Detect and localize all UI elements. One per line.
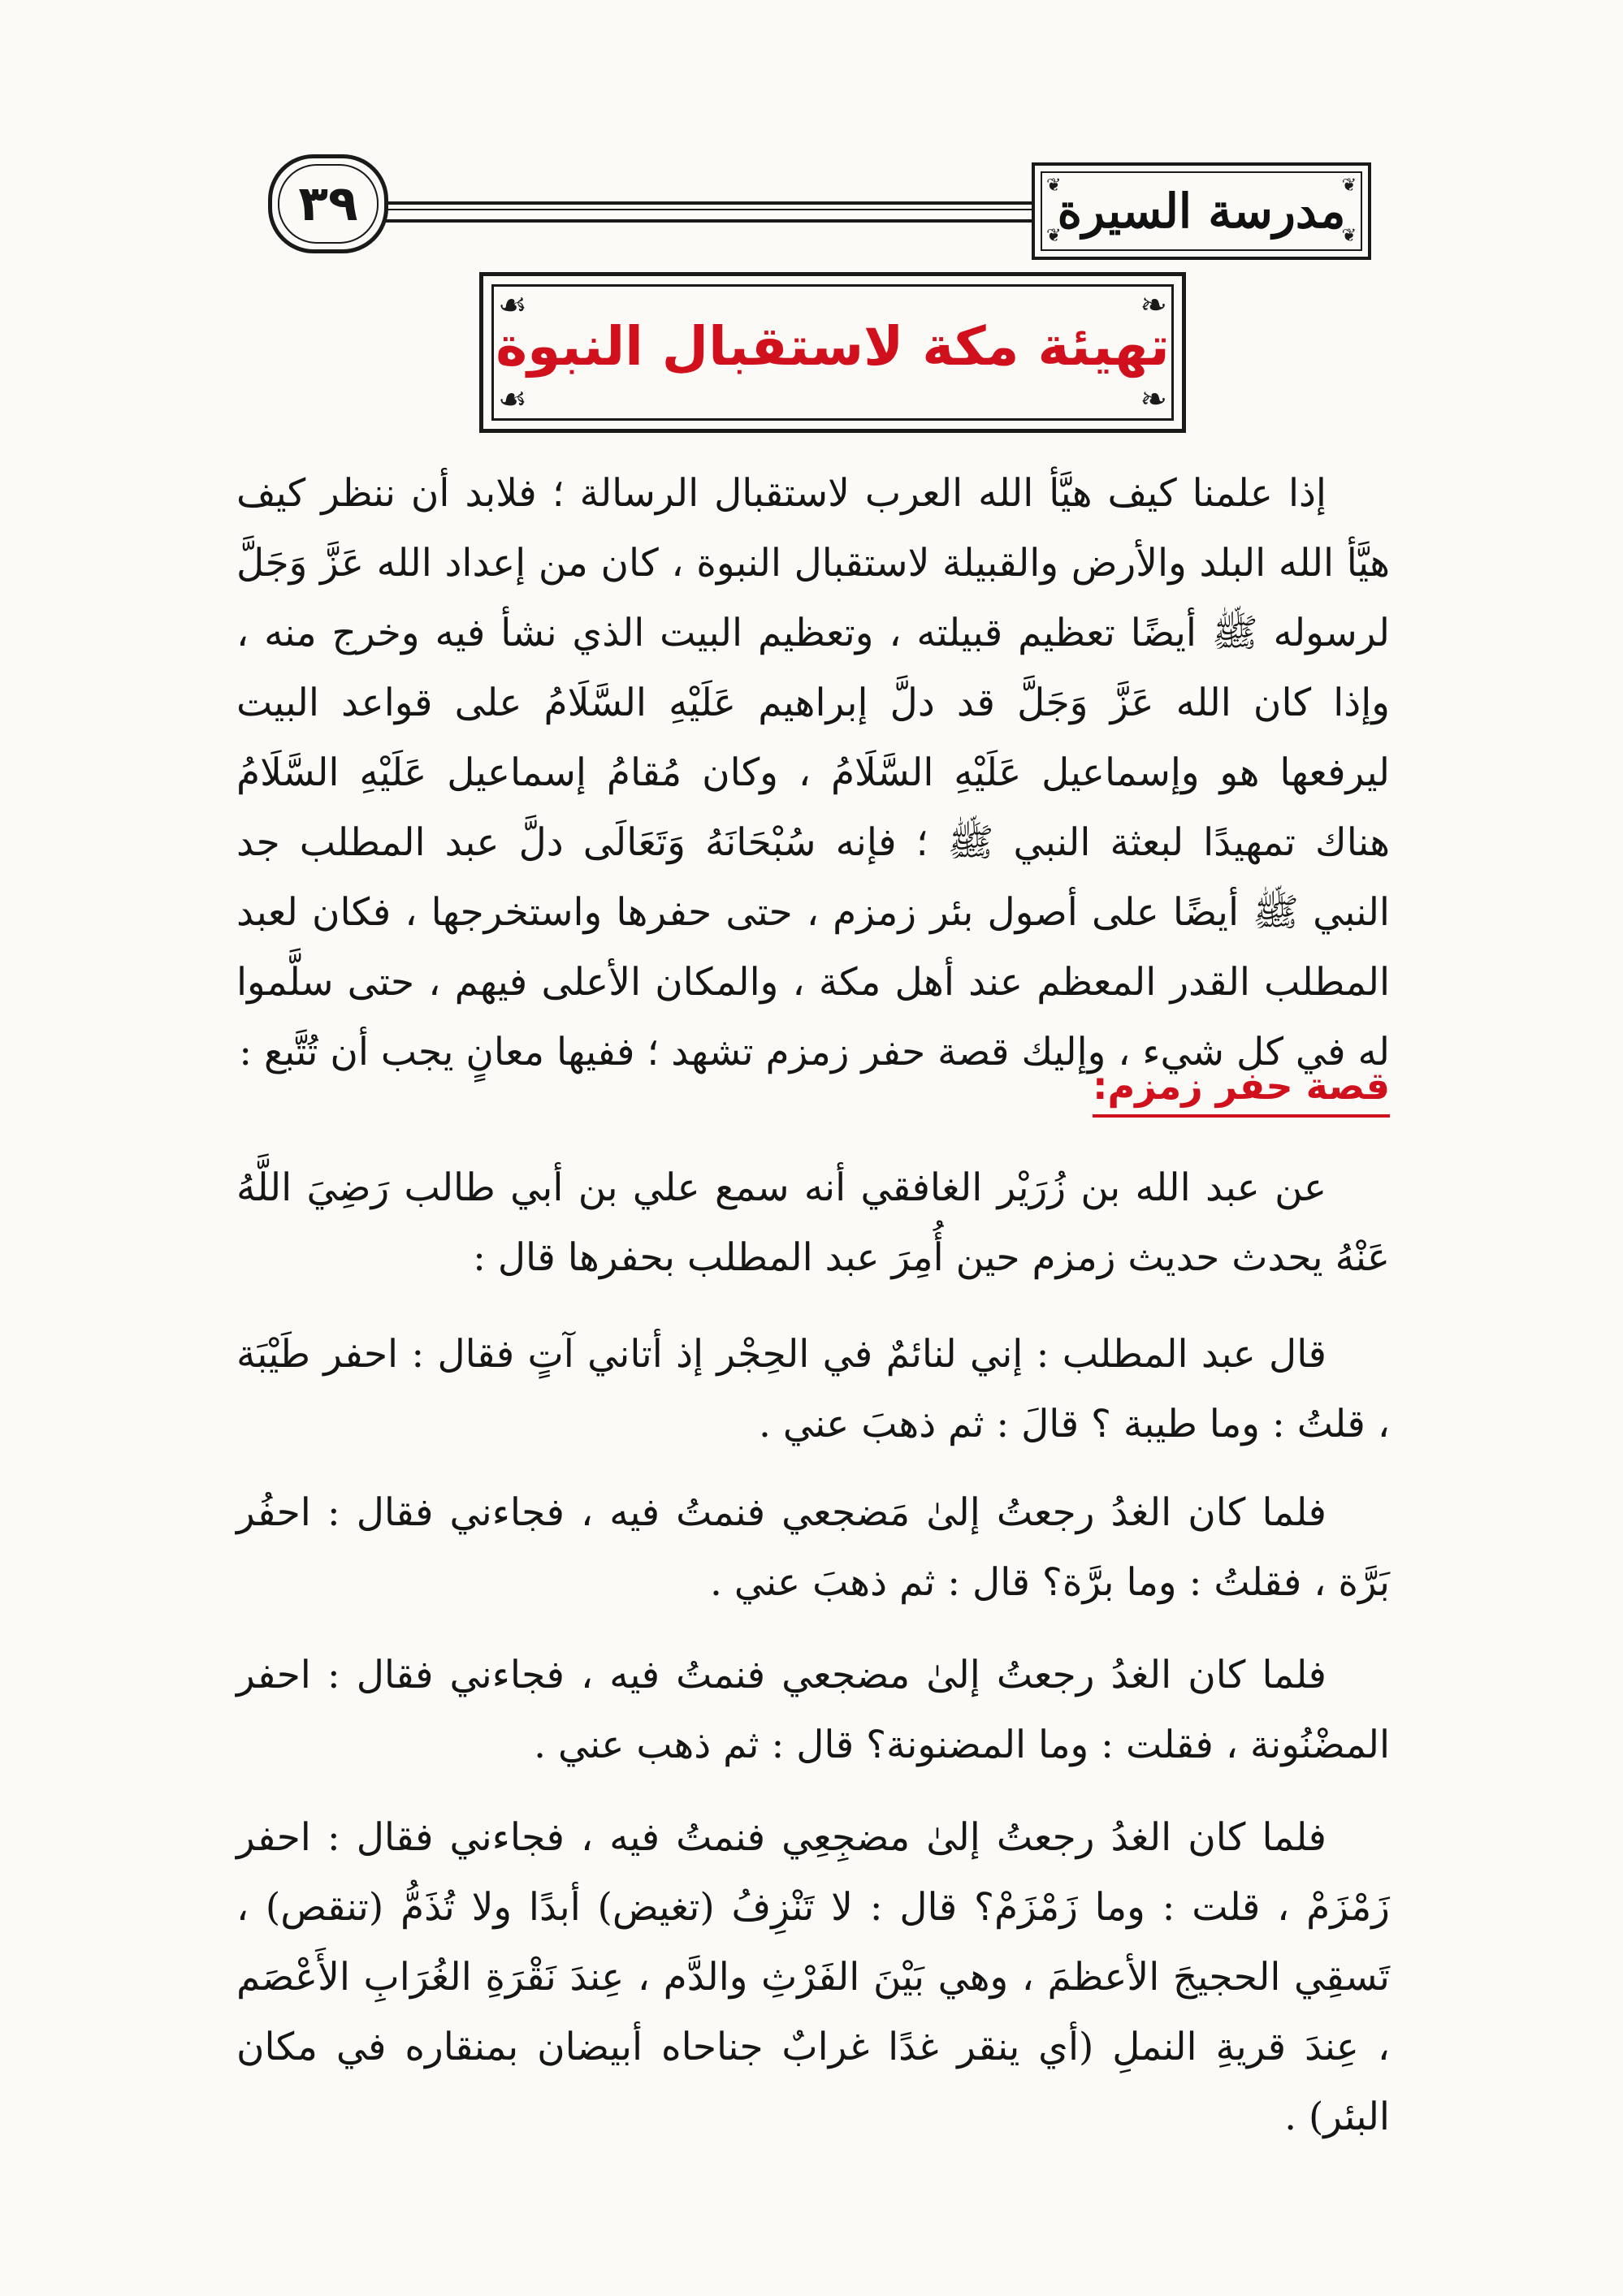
book-title: مدرسة السيرة	[1057, 184, 1346, 239]
paragraph: قال عبد المطلب : إني لنائمٌ في الحِجْر إذ أتاني آتٍ فقال : احفر طَيْبَة ، قلتُ : وما طيبة ؟ قالَ : ثم ذهبَ عني .	[236, 1332, 1390, 1446]
paragraph-block	[236, 1320, 1390, 1459]
ornament-icon: ❦	[1046, 175, 1062, 196]
corner-ornament-icon: ☙	[498, 287, 527, 324]
corner-ornament-icon: ☙	[498, 381, 527, 418]
paragraph-block	[236, 1641, 1390, 1780]
paragraph: فلما كان الغدُ رجعتُ إلىٰ مَضجعي فنمتُ فيه ، فجاءني فقال : احفُر بَرَّة ، فقلتُ : وما برَّة؟ قال : ثم ذهبَ عني .	[236, 1490, 1390, 1605]
page-number-text: ٣٩	[298, 175, 358, 232]
section-heading: قصة حفر زمزم:	[1093, 1064, 1390, 1118]
corner-ornament-icon: ❧	[1140, 381, 1167, 418]
ornament-icon: ❦	[1341, 226, 1357, 246]
chapter-title-frame	[479, 272, 1186, 433]
ornament-icon: ❦	[1341, 175, 1357, 196]
ornament-icon: ❦	[1046, 226, 1062, 246]
chapter-title: تهيئة مكة لاستقبال النبوة	[496, 315, 1170, 378]
intro-text	[236, 459, 1390, 1087]
page-number	[268, 154, 388, 253]
paragraph-block	[236, 1478, 1390, 1618]
paragraph: فلما كان الغدُ رجعتُ إلىٰ مضجعي فنمتُ فيه ، فجاءني فقال : احفر المضْنُونة ، فقلت : وما المضنونة؟ قال : ثم ذهب عني .	[236, 1653, 1390, 1767]
book-title-frame	[1032, 162, 1371, 260]
corner-ornament-icon: ❧	[1140, 287, 1167, 324]
paragraph-block	[236, 1153, 1390, 1293]
intro-paragraph: إذا علمنا كيف هيَّأ الله العرب لاستقبال الرسالة ؛ فلابد أن ننظر كيف هيَّأ الله البلد والأرض والقبيلة لاستقبال النبوة ، كان من إعداد الله عَزَّ وَجَلَّ لرسوله ﷺ أيضًا تعظيم قبيلته ، وتعظيم البيت الذي نشأ فيه وخرج منه ، وإذا كان الله عَزَّ وَجَلَّ قد دلَّ إبراهيم عَلَيْهِ السَّلَامُ على قواعد البيت ليرفعها هو وإسماعيل عَلَيْهِ السَّلَامُ ، وكان مُقامُ إسماعيل عَلَيْهِ السَّلَامُ هناك تمهيدًا لبعثة النبي ﷺ ؛ فإنه سُبْحَانَهُ وَتَعَالَى دلَّ عبد المطلب جد النبي ﷺ أيضًا على أصول بئر زمزم ، حتى حفرها واستخرجها ، فكان لعبد المطلب القدر المعظم عند أهل مكة ، والمكان الأعلى فيهم ، حتى سلَّموا له في كل شيء ، وإليك قصة حفر زمزم تشهد ؛ ففيها معانٍ يجب أن تُتَّبع :	[236, 471, 1390, 1074]
paragraph-block	[236, 1803, 1390, 2152]
paragraph: عن عبد الله بن زُرَيْر الغافقي أنه سمع علي بن أبي طالب رَضِيَ اللَّهُ عَنْهُ يحدث حديث زمزم حين أُمِرَ عبد المطلب بحفرها قال :	[236, 1165, 1390, 1280]
paragraph: فلما كان الغدُ رجعتُ إلىٰ مضجِعِي فنمتُ فيه ، فجاءني فقال : احفر زَمْزَمْ ، قلت : وما زَمْزَمْ؟ قال : لا تَنْزِفُ (تغيض) أبدًا ولا تُذَمُّ (تنقص) ، تَسقِي الحجيجَ الأعظمَ ، وهي بَيْنَ الفَرْثِ والدَّم ، عِندَ نَقْرَةِ الغُرَابِ الأَعْصَم ، عِندَ قريةِ النملِ (أي ينقر غدًا غرابٌ جناحاه أبيضان بمنقاره في مكان البئر) .	[236, 1815, 1390, 2139]
